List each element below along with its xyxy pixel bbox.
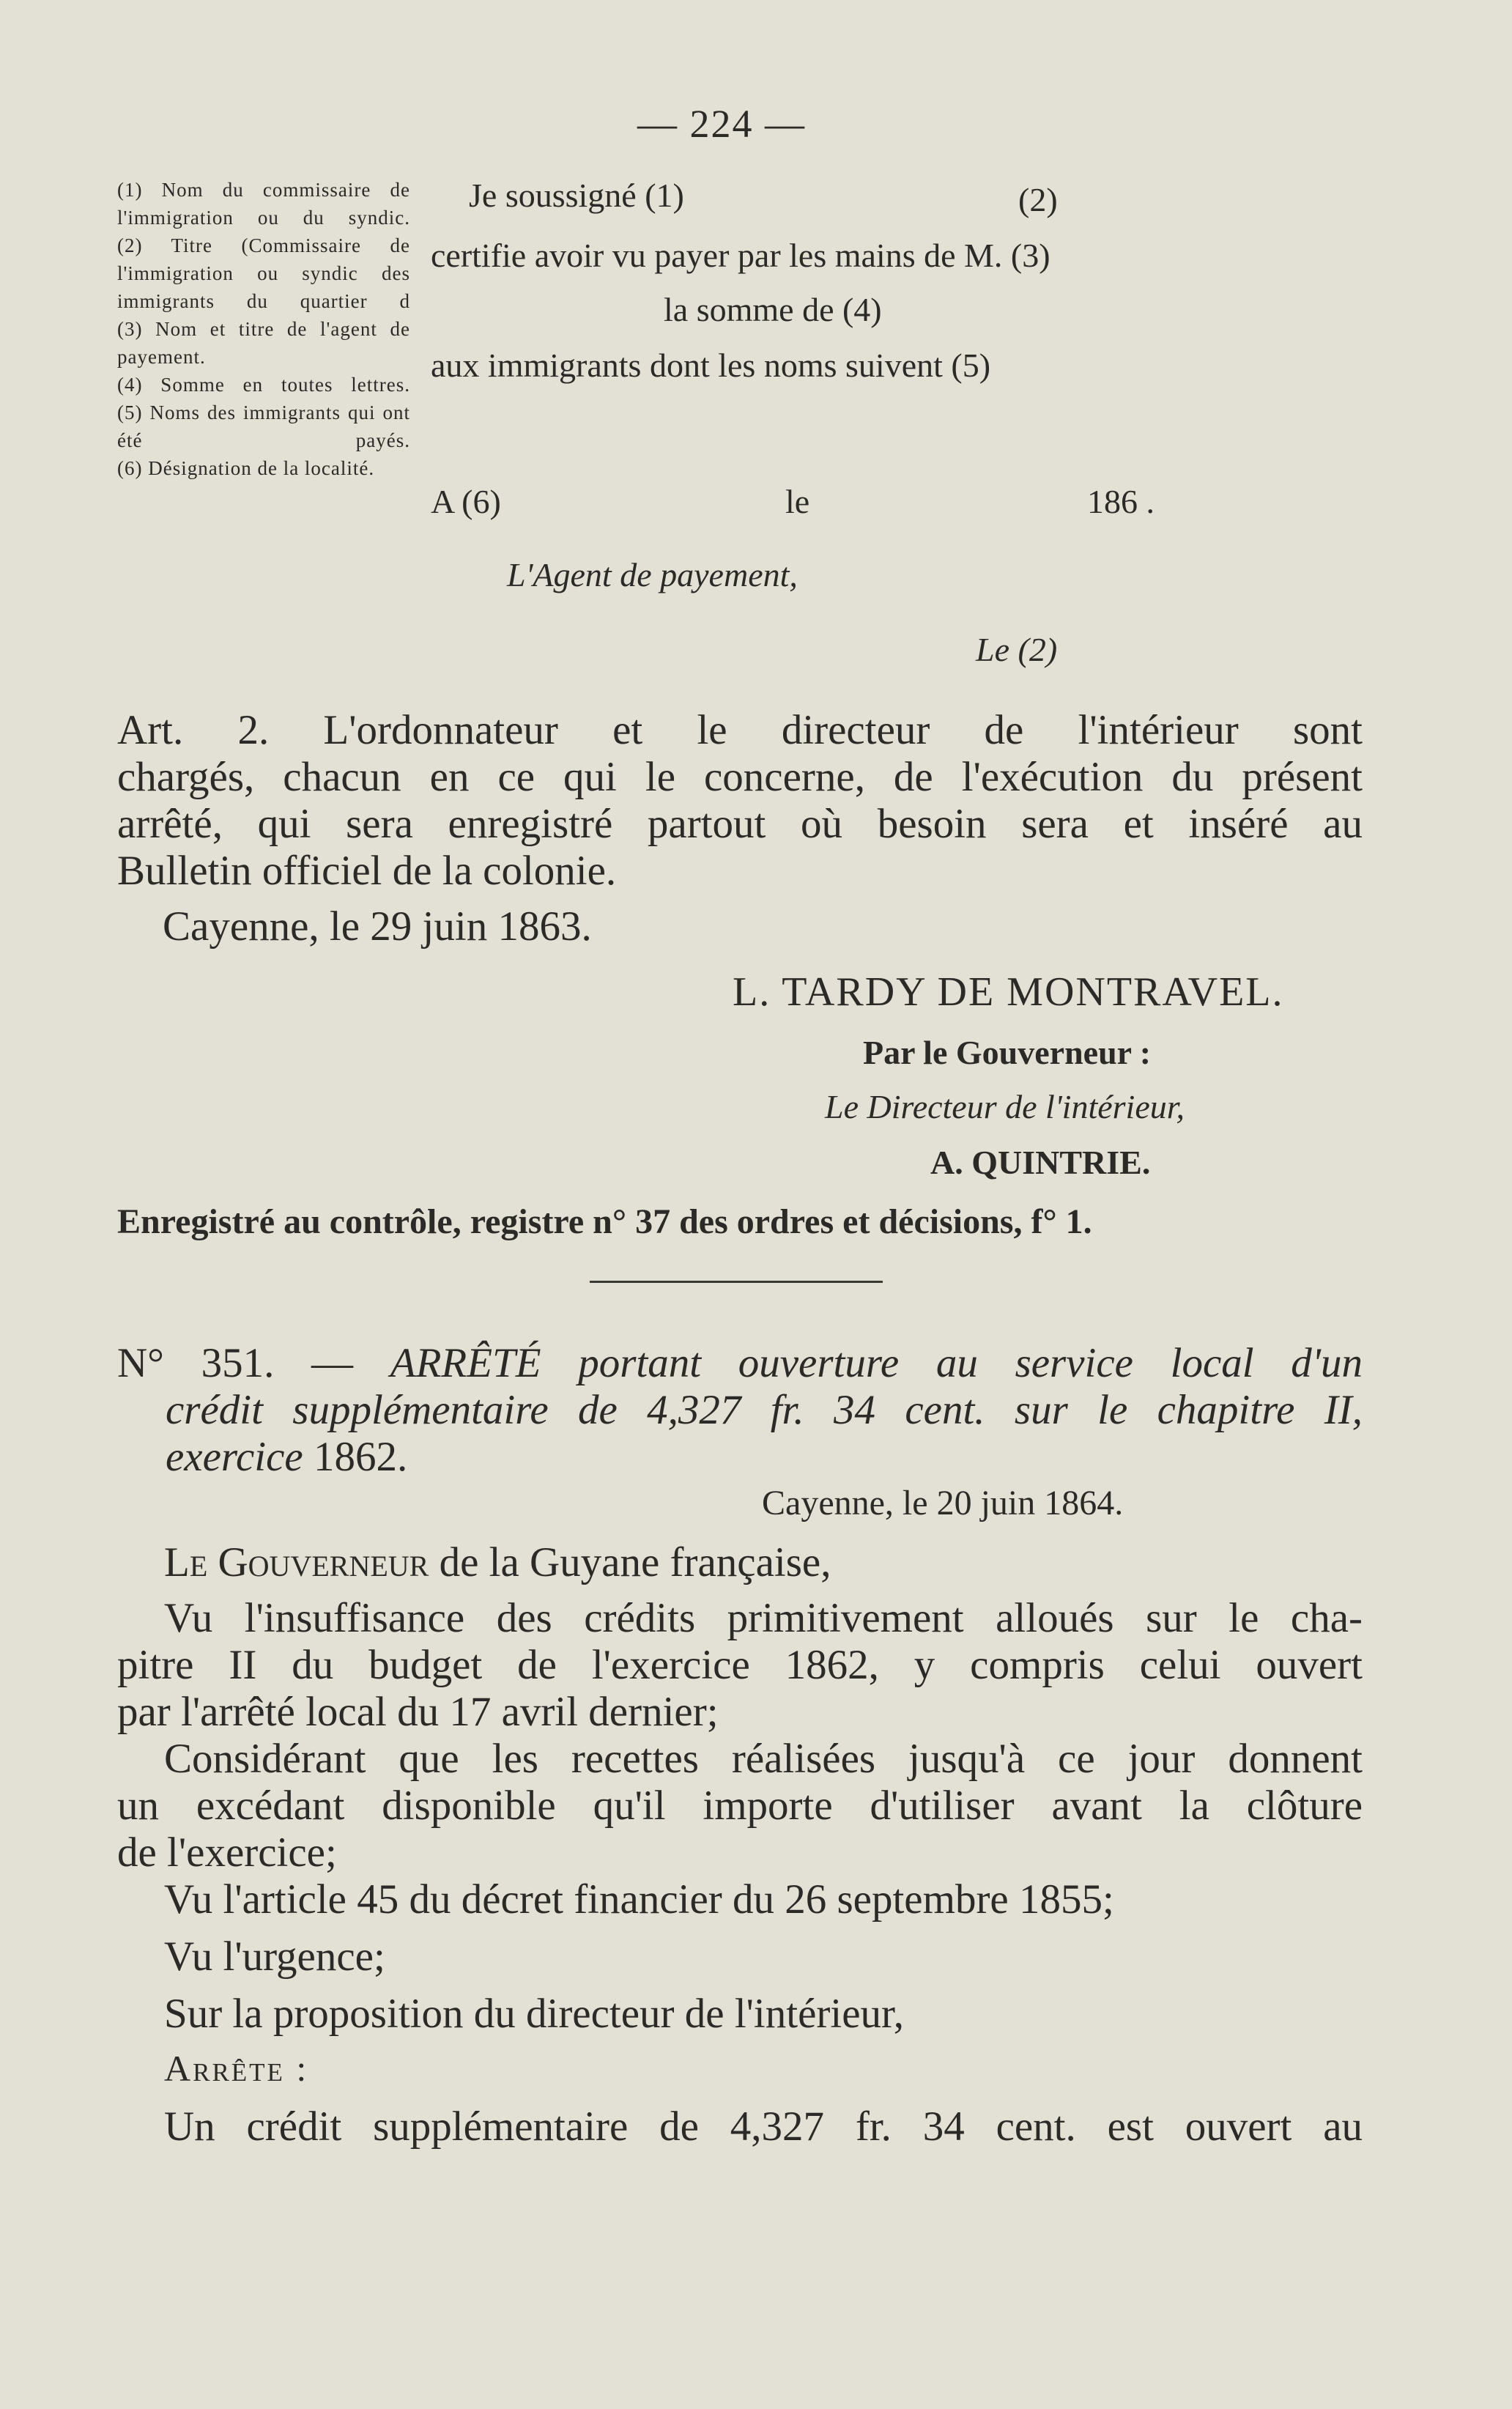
signature-director: A. QUINTRIE. (930, 1144, 1151, 1181)
decree-heading-line (166, 1433, 407, 1481)
decree-heading-exercise: exercice (166, 1434, 303, 1480)
decree-number: N° 351. — (117, 1340, 354, 1386)
signature-title: Le Directeur de l'intérieur, (825, 1088, 1185, 1125)
decree-proposition: Sur la proposition du directeur de l'intérieur, (164, 1991, 904, 2037)
margin-note: (5) Noms des immigrants qui ont été payés. (117, 402, 410, 451)
article-2-line: Art. 2. L'ordonnateur et le directeur de l'intérieur sont (117, 707, 1363, 753)
article-2-line: Bulletin officiel de la colonie. (117, 848, 617, 894)
governor-label: Le Gouverneur (164, 1539, 429, 1585)
governor-rest: de la Guyane française, (439, 1539, 831, 1585)
decree-vu-article: Vu l'article 45 du décret financier du 26 septembre 1855; (164, 1876, 1114, 1923)
margin-note: (2) Titre (Commissaire de l'immigration ou syndic des immigrants du quartier d (117, 234, 410, 312)
signature-name: L. TARDY DE MONTRAVEL. (733, 969, 1284, 1015)
decree-heading-line (117, 1339, 1363, 1387)
form-line-signed: Je soussigné (1) (469, 177, 684, 214)
article-2-date: Cayenne, le 29 juin 1863. (163, 903, 592, 950)
decree-credit-line: Un crédit supplémentaire de 4,327 fr. 34 cent. est ouvert au (164, 2103, 1363, 2150)
article-2-line: chargés, chacun en ce qui le concerne, de l'exécution du présent (117, 754, 1363, 800)
form-line-title: (2) (1018, 181, 1058, 218)
decree-arrete: Arrête : (164, 2048, 309, 2089)
section-divider (590, 1281, 883, 1283)
decree-heading-year: 1862. (313, 1434, 408, 1480)
decree-vu-line: par l'arrêté local du 17 avril dernier; (117, 1689, 719, 1735)
form-year: 186 . (1087, 483, 1155, 520)
decree-heading-line: crédit supplémentaire de 4,327 fr. 34 cent. sur le chapitre II, (166, 1387, 1363, 1433)
decree-governor-line (164, 1539, 831, 1586)
decree-heading-text: ARRÊTÉ portant ouverture au service local d'un (390, 1340, 1363, 1386)
decree-considerant-line: un excédant disponible qu'il importe d'utiliser avant la clôture (117, 1783, 1363, 1829)
form-line-certify: certifie avoir vu payer par les mains de M. (3) (431, 237, 1050, 274)
margin-note: (4) Somme en toutes lettres. (117, 374, 410, 396)
form-place: A (6) (431, 483, 501, 520)
decree-considerant-line: de l'exercice; (117, 1829, 337, 1876)
decree-vu-urgence: Vu l'urgence; (164, 1934, 385, 1980)
decree-vu-line: pitre II du budget de l'exercice 1862, y compris celui ouvert (117, 1642, 1363, 1688)
form-line-immigrants: aux immigrants dont les noms suivent (5) (431, 347, 991, 384)
margin-notes (117, 176, 410, 482)
page-number: — 224 — (637, 102, 806, 146)
margin-note: (3) Nom et titre de l'agent de payement. (117, 318, 410, 368)
decree-vu-line: Vu l'insuffisance des crédits primitivement alloués sur le cha- (164, 1595, 1363, 1641)
form-le: le (785, 483, 810, 520)
article-2-line: arrêté, qui sera enregistré partout où besoin sera et inséré au (117, 801, 1363, 847)
decree-date: Cayenne, le 20 juin 1864. (762, 1484, 1124, 1522)
registration-line: Enregistré au contrôle, registre n° 37 des ordres et décisions, f° 1. (117, 1202, 1092, 1241)
margin-note: (1) Nom du commissaire de l'immigration ou du syndic. (117, 179, 410, 229)
decree-considerant-line: Considérant que les recettes réalisées jusqu'à ce jour donnent (164, 1736, 1363, 1782)
form-line-sum: la somme de (4) (664, 291, 882, 328)
form-le-2: Le (2) (976, 631, 1058, 668)
signature-par: Par le Gouverneur : (863, 1034, 1152, 1071)
form-agent: L'Agent de payement, (507, 556, 798, 593)
margin-note: (6) Désignation de la localité. (117, 457, 375, 479)
